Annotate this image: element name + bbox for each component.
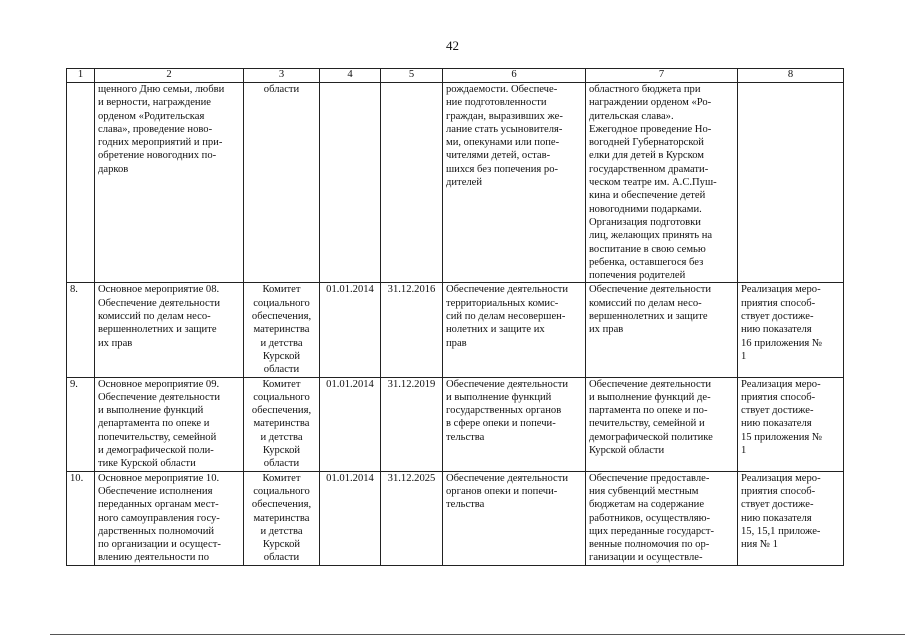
header-cell: 3 xyxy=(244,69,320,83)
header-cell: 8 xyxy=(738,69,844,83)
executor: области xyxy=(244,83,320,283)
measure-name: щенного Дню семьи, любви и верности, награждение орденом «Родительская слава», проведение ново- годних мероприятий и при- обретение новогодних по- дарков xyxy=(95,83,244,283)
start-date: 01.01.2014 xyxy=(320,471,381,565)
header-cell: 7 xyxy=(586,69,738,83)
indicator-relation xyxy=(738,83,844,283)
start-date xyxy=(320,83,381,283)
header-cell: 6 xyxy=(443,69,586,83)
main-directions: Обеспечение предоставле- ния субвенций местным бюджетам на содержание работников, осуществляю- щих переданные государст- венные полномочия по ор- ганизации и осуществле- xyxy=(586,471,738,565)
measure-name: Основное мероприятие 08. Обеспечение деятельности комиссий по делам несо- вершеннолетних и защите их прав xyxy=(95,283,244,377)
row-number: 9. xyxy=(67,377,95,471)
row-number: 10. xyxy=(67,471,95,565)
main-directions: Обеспечение деятельности комиссий по делам несо- вершеннолетних и защите их прав xyxy=(586,283,738,377)
indicator-relation: Реализация меро- приятия способ- ствует достиже- нию показателя 15, 15,1 приложе- ния № 1 xyxy=(738,471,844,565)
measure-name: Основное мероприятие 10. Обеспечение исполнения переданных органам мест- ного самоуправления госу- дарственных полномочий по организации и осущест- влению деятельности по xyxy=(95,471,244,565)
indicator-relation: Реализация меро- приятия способ- ствует достиже- нию показателя 16 приложения № 1 xyxy=(738,283,844,377)
measure-name: Основное мероприятие 09. Обеспечение деятельности и выполнение функций департамента по опеке и попечительству, семейной и демографической поли- тике Курской области xyxy=(95,377,244,471)
header-cell: 5 xyxy=(381,69,443,83)
expected-result: Обеспечение деятельности территориальных комис- сий по делам несовершен- нолетних и защите их прав xyxy=(443,283,586,377)
end-date xyxy=(381,83,443,283)
program-measures-table xyxy=(66,68,844,566)
page-bottom-rule xyxy=(50,634,905,635)
end-date: 31.12.2025 xyxy=(381,471,443,565)
executor: Комитет социального обеспечения, материнства и детства Курской области xyxy=(244,377,320,471)
table-row xyxy=(67,283,844,377)
end-date: 31.12.2019 xyxy=(381,377,443,471)
table-row xyxy=(67,471,844,565)
expected-result: Обеспечение деятельности и выполнение функций государственных органов в сфере опеки и попечи- тельства xyxy=(443,377,586,471)
header-cell: 2 xyxy=(95,69,244,83)
indicator-relation: Реализация меро- приятия способ- ствует достиже- нию показателя 15 приложения № 1 xyxy=(738,377,844,471)
expected-result: Обеспечение деятельности органов опеки и попечи- тельства xyxy=(443,471,586,565)
start-date: 01.01.2014 xyxy=(320,283,381,377)
table-header-row xyxy=(67,69,844,83)
page-number: 42 xyxy=(446,38,459,53)
executor: Комитет социального обеспечения, материнства и детства Курской области xyxy=(244,283,320,377)
end-date: 31.12.2016 xyxy=(381,283,443,377)
table-row xyxy=(67,377,844,471)
main-directions: Обеспечение деятельности и выполнение функций де- партамента по опеке и по- печительству, семейной и демографической политике Курской области xyxy=(586,377,738,471)
start-date: 01.01.2014 xyxy=(320,377,381,471)
header-cell: 1 xyxy=(67,69,95,83)
row-number xyxy=(67,83,95,283)
header-cell: 4 xyxy=(320,69,381,83)
row-number: 8. xyxy=(67,283,95,377)
table-row xyxy=(67,83,844,283)
executor: Комитет социального обеспечения, материнства и детства Курской области xyxy=(244,471,320,565)
expected-result: рождаемости. Обеспече- ние подготовленности граждан, выразивших же- лание стать усыновителя- ми, опекунами или попе- чителями детей, остав- шихся без попечения ро- дителей xyxy=(443,83,586,283)
main-directions: областного бюджета при награждении орденом «Ро- дительская слава». Ежегодное проведение Но- вогодней Губернаторской елки для детей в Курском государственном драмати- ческом театре им. А.С.Пуш- кина и обеспечение детей новогодними подарками. Организация подготовки лиц, желающих принять на воспитание в свою семью ребенка, оставшегося без попечения родителей xyxy=(586,83,738,283)
